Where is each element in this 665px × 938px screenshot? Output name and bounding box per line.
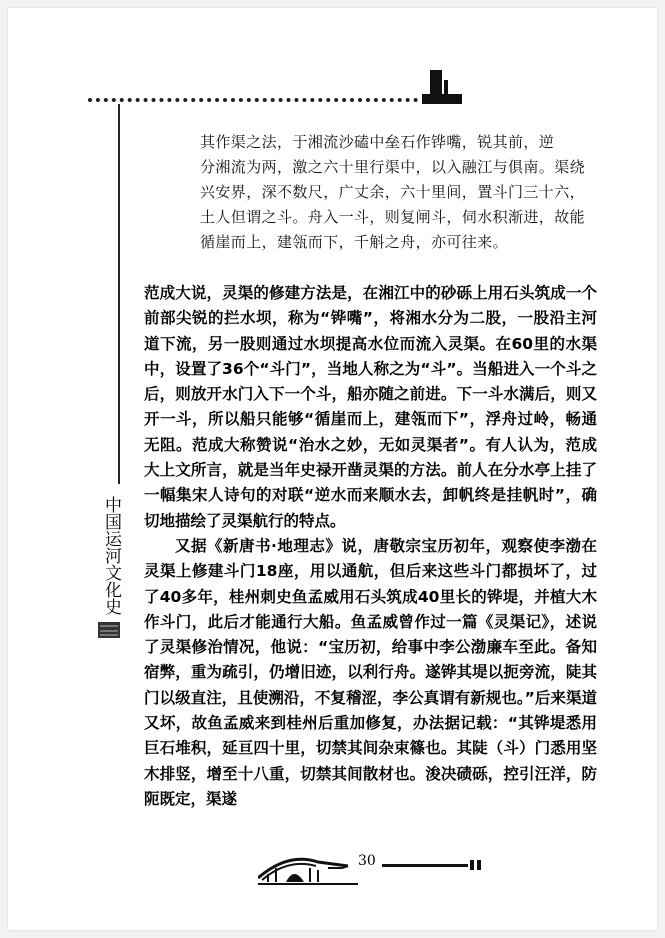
quote-line: 分湘流为两，激之六十里行渠中，以入融江与俱南。渠绕	[200, 158, 586, 176]
page-number: 30	[358, 853, 376, 869]
quote-line: 循崖而上，建瓴而下，千斛之舟，亦可往来。	[200, 233, 509, 251]
quote-line: 兴安界，深不数尺，广丈余，六十里间，置斗门三十六，	[200, 183, 586, 201]
ink-block-icon	[422, 70, 462, 106]
quote-line: 其作渠之法，于湘流沙磕中垒石作铧嘴，锐其前，逆	[200, 133, 555, 151]
sidebar-ornament	[98, 622, 120, 638]
bridge-ornament-icon	[258, 848, 358, 888]
margin-vertical-rule	[118, 104, 120, 484]
paragraph: 又据《新唐书·地理志》说，唐敬宗宝历初年，观察使李渤在灵渠上修建斗门18座，用以通航，但后来这些斗门都损坏了，过了40多年，桂州刺史鱼孟威用石头筑成40里长的铧堤，并植大木作斗门，此后才能通行大船。鱼孟威曾作过一篇《灵渠记》，述说了灵渠修治情况，他说：“宝历初，给事中李公渤廉车至此。备知宿弊，重为疏引，仍增旧迹，以利行舟。遂铧其堤以扼旁流，陡其门以级直注，且使溯沿，不复稽涩，李公真谓有新规也。”后来渠道又坏，故鱼孟威来到桂州后重加修复，办法据记载：“其铧堤悉用巨石堆积，延亘四十里，切禁其间杂束篠也。其陡（斗）门悉用坚木排竖，增至十八重，切禁其间散材也。浚决碛砾，控引汪洋，防阨既定，渠遂	[144, 536, 597, 808]
header-dotted-rule	[88, 98, 418, 106]
quote-line: 土人但谓之斗。舟入一斗，则复闸斗，伺水积渐进，故能	[200, 208, 586, 226]
block-quote	[200, 130, 610, 255]
running-title: 中国运河文化史	[101, 496, 121, 615]
footer-rule	[382, 860, 486, 870]
paragraph: 范成大说，灵渠的修建方法是，在湘江中的砂砾上用石头筑成一个前部尖锐的拦水坝，称为“铧嘴”，将湘水分为二股，一股沿主河道下流，另一股则通过水坝提高水位而流入灵渠。在60里的水渠中，设置了36个“斗门”，当地人称之为“斗”。当船进入一个斗之后，则放开水门入下一个斗，船亦随之前进。下一斗水满后，则又开一斗，所以船只能够“循崖而上，建瓴而下”，浮舟过岭，畅通无阻。范成大称赞说“治水之妙，无如灵渠者”。有人认为，范成大上文所言，就是当年史禄开凿灵渠的方法。前人在分水亭上挂了一幅集宋人诗句的对联“逆水而来顺水去，卸帆终是挂帆时”，确切地描绘了灵渠航行的特点。	[144, 284, 597, 530]
body-text	[144, 281, 597, 812]
